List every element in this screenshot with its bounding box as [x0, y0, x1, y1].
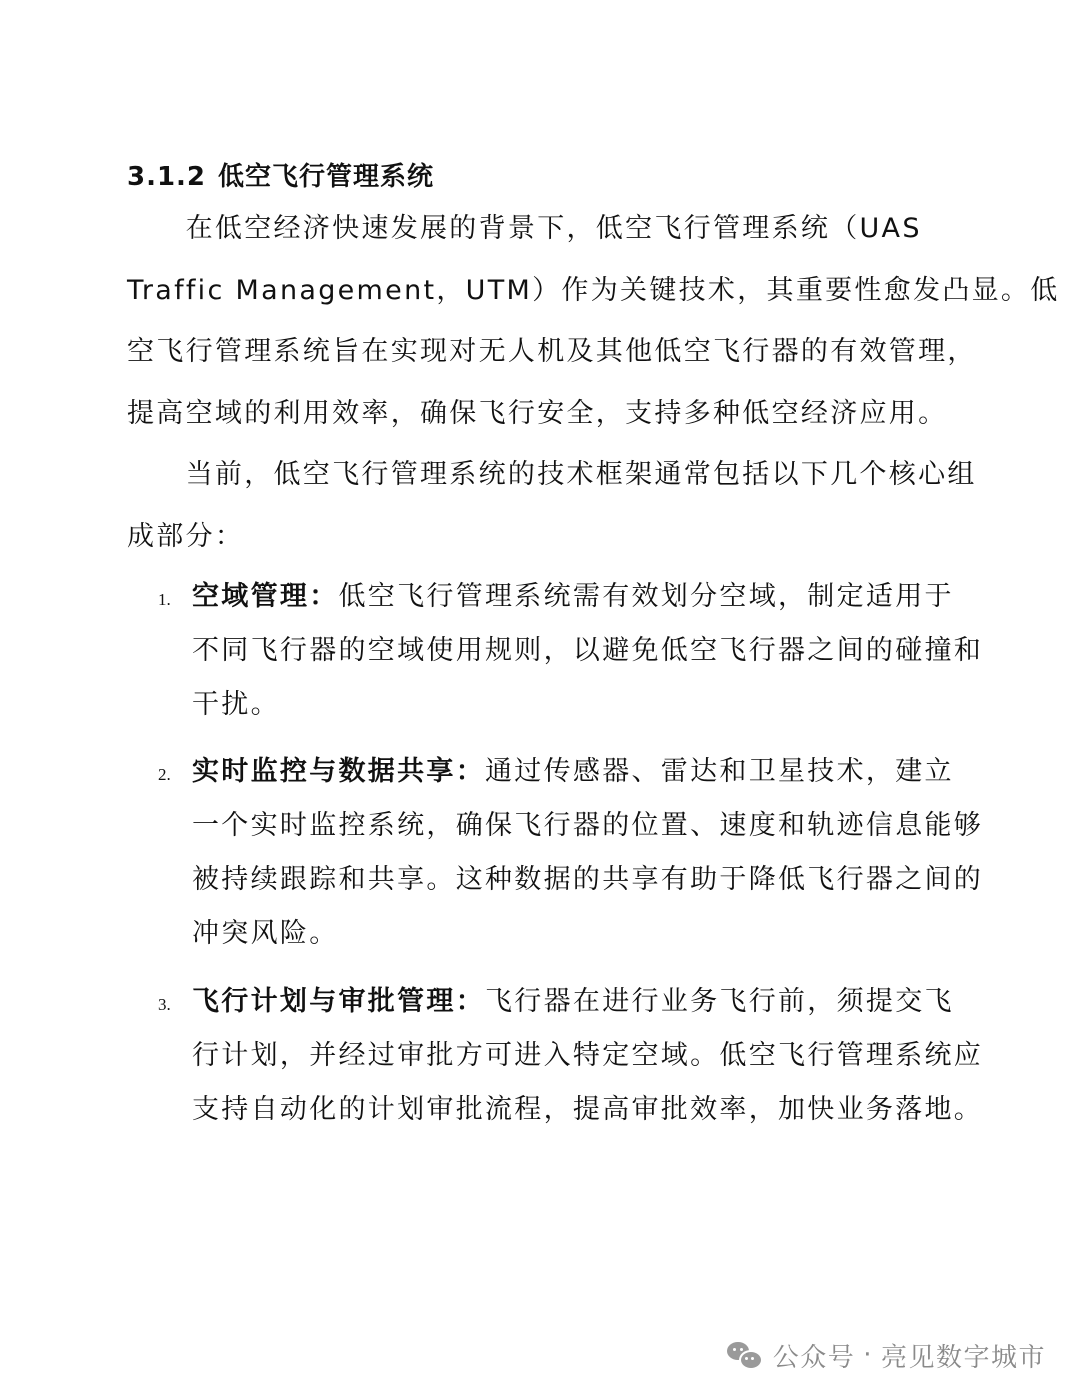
paragraph-line: 当前，低空飞行管理系统的技术框架通常包括以下几个核心组 — [127, 459, 977, 490]
list-item-text: 冲突风险。 — [192, 918, 339, 949]
list-item-text: 低空飞行管理系统需有效划分空域，制定适用于 — [338, 581, 954, 612]
list-item-text: 飞行器在进行业务飞行前，须提交飞 — [485, 986, 954, 1017]
list-item-term: 飞行计划与审批管理： — [192, 986, 485, 1017]
section-number: 3.1.2 — [127, 162, 207, 192]
section-heading — [127, 157, 434, 197]
wechat-watermark — [727, 1336, 1046, 1374]
watermark-separator: · — [863, 1340, 873, 1370]
list-marker: 3. — [158, 995, 171, 1014]
wechat-icon — [727, 1342, 761, 1368]
list-item-text: 干扰。 — [192, 689, 280, 720]
list-item-text: 被持续跟踪和共享。这种数据的共享有助于降低飞行器之间的 — [192, 864, 984, 895]
watermark-account: 亮见数字城市 — [880, 1342, 1046, 1373]
list-item-term: 实时监控与数据共享： — [192, 756, 485, 787]
list-item-text: 一个实时监控系统，确保飞行器的位置、速度和轨迹信息能够 — [192, 810, 984, 841]
list-item-text: 通过传感器、雷达和卫星技术，建立 — [485, 756, 954, 787]
list-item-term: 空域管理： — [192, 581, 339, 612]
section-title: 低空飞行管理系统 — [218, 162, 435, 192]
components-intro-paragraph — [127, 444, 977, 567]
paragraph-line: Traffic Management，UTM）作为关键技术，其重要性愈发凸显。低 — [127, 274, 1060, 306]
list-marker: 2. — [158, 765, 171, 784]
paragraph-line: 提高空域的利用效率，确保飞行安全，支持多种低空经济应用。 — [127, 397, 948, 429]
paragraph-line: 在低空经济快速发展的背景下，低空飞行管理系统（UAS — [127, 213, 922, 244]
list-item-text: 不同飞行器的空域使用规则，以避免低空飞行器之间的碰撞和 — [192, 635, 984, 666]
paragraph-line: 成部分： — [127, 520, 245, 552]
list-marker: 1. — [158, 590, 171, 609]
list-item-text: 行计划，并经过审批方可进入特定空域。低空飞行管理系统应 — [192, 1040, 984, 1071]
intro-paragraph — [127, 198, 1060, 444]
list-item-text: 支持自动化的计划审批流程，提高审批效率，加快业务落地。 — [192, 1094, 984, 1125]
watermark-prefix: 公众号 — [772, 1342, 856, 1373]
paragraph-line: 空飞行管理系统旨在实现对无人机及其他低空飞行器的有效管理， — [127, 336, 977, 367]
